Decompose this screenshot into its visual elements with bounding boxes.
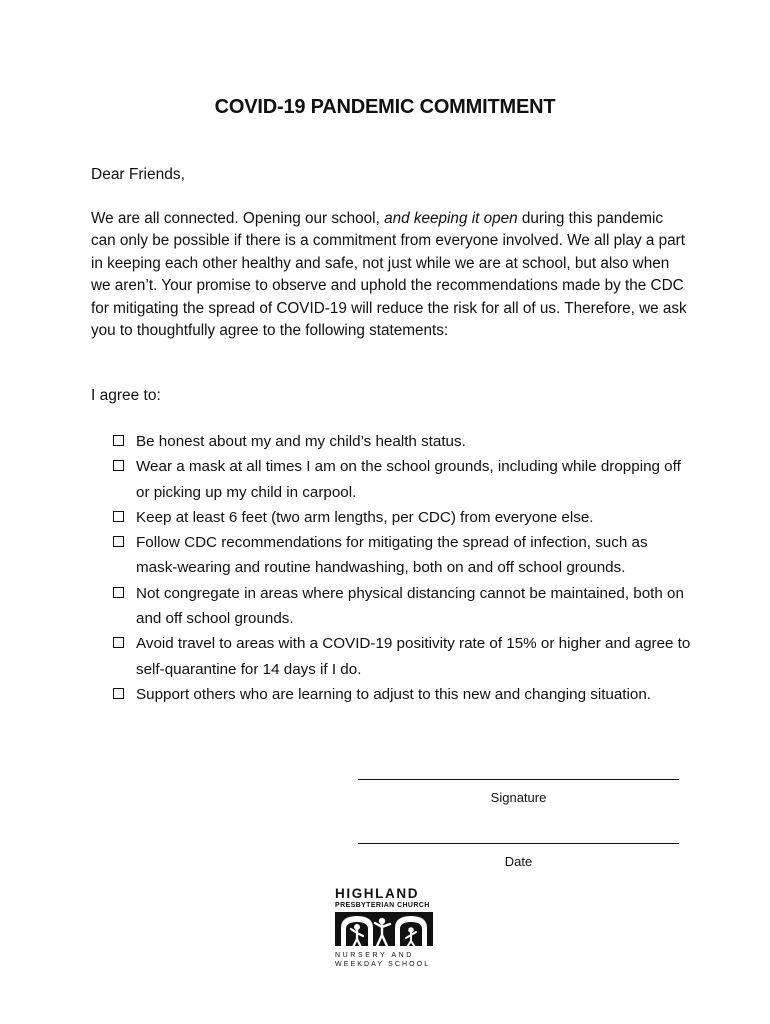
checkbox[interactable] bbox=[113, 536, 124, 547]
commitment-text: Wear a mask at all times I am on the school grounds, including while dropping off or picking up my child in carpool. bbox=[136, 458, 681, 501]
commitment-text: Avoid travel to areas with a COVID-19 positivity rate of 15% or higher and agree to self-quarantine for 14 days if I do. bbox=[136, 635, 691, 678]
commitment-item bbox=[113, 530, 693, 581]
logo-line-weekday: WEEKDAY SCHOOL bbox=[335, 961, 431, 968]
checkbox[interactable] bbox=[113, 688, 124, 699]
commitment-text: Support others who are learning to adjust to this new and changing situation. bbox=[136, 685, 652, 703]
commitment-text: Not congregate in areas where physical distancing cannot be maintained, both on and off school grounds. bbox=[136, 584, 684, 628]
checkbox[interactable] bbox=[113, 435, 124, 446]
intro-emphasis: and keeping it open bbox=[384, 210, 518, 227]
checkbox[interactable] bbox=[113, 460, 124, 471]
signature-label: Signature bbox=[490, 790, 547, 805]
intro-text-end: during this pandemic can only be possible if there is a commitment from everyone involved. We all play a part in keeping each other healthy and safe, not just while we are at school, but also when we aren’t. Your promise to observe and uphold the recommendations made by the CDC for mitigating the spread of COVID-19 will reduce the risk for all of us. Therefore, we ask you to thoughtfully agree to the following statements: bbox=[91, 210, 687, 340]
logo-subtitle: PRESBYTERIAN CHURCH bbox=[335, 902, 430, 909]
checkbox[interactable] bbox=[113, 587, 124, 598]
children-playing-icon bbox=[335, 912, 433, 950]
school-logo bbox=[335, 886, 435, 976]
commitment-item bbox=[113, 454, 693, 505]
commitment-text: Follow CDC recommendations for mitigating the spread of infection, such as mask-wearing and routine handwashing, both on and off school grounds. bbox=[136, 534, 648, 577]
commitment-text: Be honest about my and my child’s health status. bbox=[136, 433, 466, 450]
commitment-item bbox=[113, 581, 693, 632]
commitment-list bbox=[113, 429, 693, 707]
date-label: Date bbox=[504, 854, 533, 869]
commitment-item bbox=[113, 429, 693, 454]
intro-text-start: We are all connected. Opening our school, bbox=[91, 210, 385, 227]
date-line[interactable] bbox=[358, 843, 679, 844]
commitment-item bbox=[113, 505, 693, 530]
greeting: Dear Friends, bbox=[91, 166, 185, 183]
checkbox[interactable] bbox=[113, 511, 124, 522]
intro-paragraph bbox=[91, 208, 691, 342]
page-title: COVID-19 PANDEMIC COMMITMENT bbox=[214, 96, 556, 118]
commitment-text: Keep at least 6 feet (two arm lengths, per CDC) from everyone else. bbox=[136, 508, 594, 526]
signature-line[interactable] bbox=[358, 779, 679, 780]
logo-line-nursery: NURSERY AND bbox=[335, 952, 414, 959]
checkbox[interactable] bbox=[113, 637, 124, 648]
commitment-item bbox=[113, 631, 693, 682]
agree-heading: I agree to: bbox=[91, 387, 161, 404]
commitment-item bbox=[113, 682, 693, 707]
logo-title: HIGHLAND bbox=[335, 886, 420, 901]
